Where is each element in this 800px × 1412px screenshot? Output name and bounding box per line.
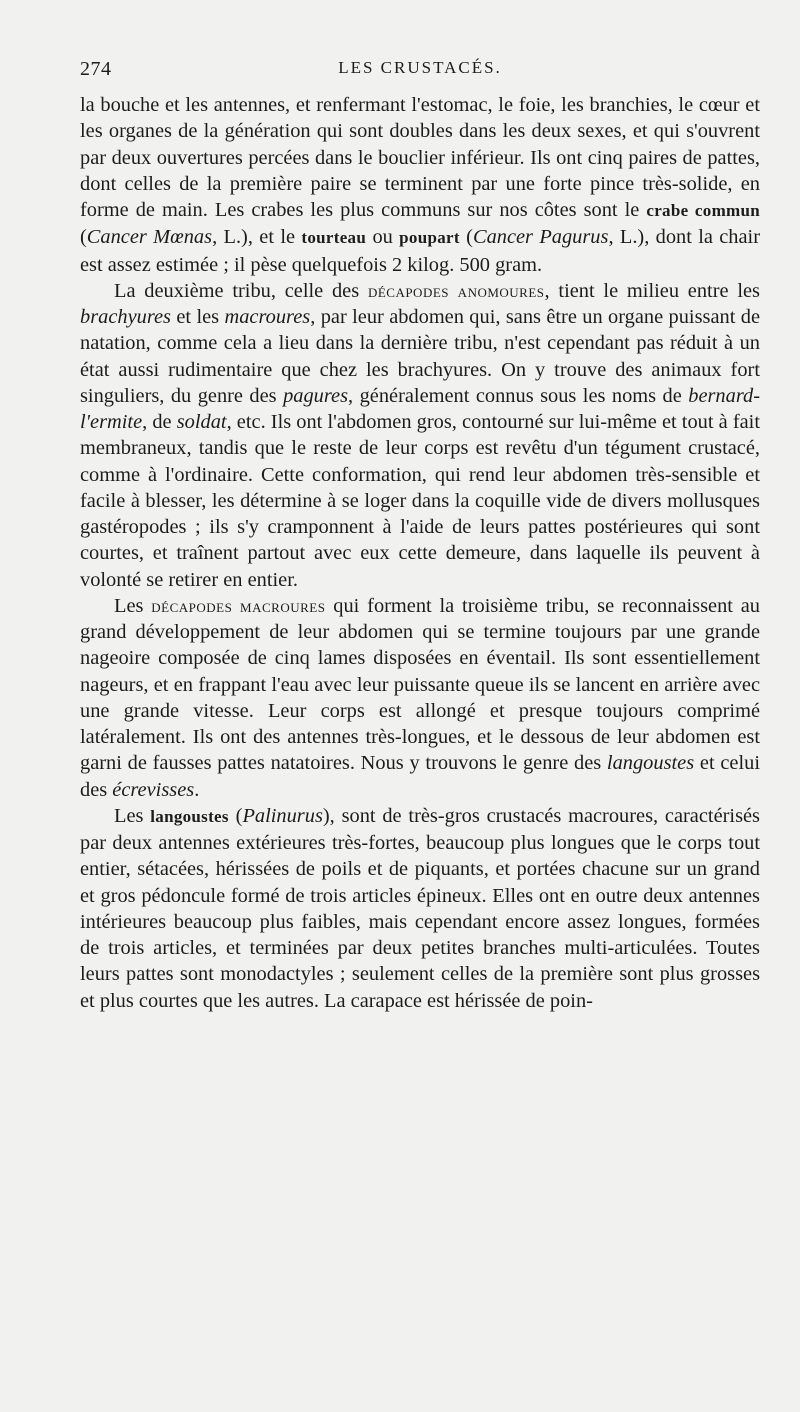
term-langoustes: langoustes [150, 806, 229, 826]
paragraph-anomoures [80, 278, 760, 593]
running-title: LES CRUSTACÉS. [338, 58, 502, 77]
text-run: . [194, 778, 200, 801]
page-number: 274 [80, 58, 112, 80]
latin-name: Cancer Pagurus [472, 226, 609, 249]
term-poupart: poupart [399, 228, 460, 248]
text-run: , de [142, 411, 177, 433]
text-run: ou [366, 226, 400, 249]
italic-term: brachyures [80, 306, 171, 328]
italic-term: soldat [176, 411, 227, 433]
paragraph-macroures [80, 593, 760, 803]
text-run: et celui des [80, 752, 760, 801]
text-run: , par leur abdomen qui, sans être un organe puissant de natation, comme cela a lieu dans la dernière tribu, n'est cependant pas réduit à un état aussi rudimentaire que chez les brachyures. On y trouve des animaux fort singuliers, du genre des [80, 306, 760, 407]
italic-term: pagures [283, 384, 349, 407]
text-run: Les [114, 804, 151, 827]
italic-term: écrevisses [112, 778, 195, 801]
term-crabe-commun: crabe commun [646, 201, 760, 220]
latin-name: Cancer Mœnas [86, 226, 213, 249]
text-run: qui forment la troisième tribu, se reconnaissent au grand développement de leur abdomen qui se termine toujours par une grande nageoire composée de cinq lames disposées en éventail. Ils sont essentiellement nageurs, et en frappant l'eau avec leur puissante queue ils se lancent en arrière avec une grande vitesse. Leur corps est allongé et presque toujours comprimé latéralement. Ils ont des antennes très-longues, et le dessous de leur abdomen est garni de fausses pattes natatoires. Nous y trouvons le genre des [80, 594, 760, 775]
text-run: ( [80, 226, 87, 249]
text-run: Les [114, 594, 152, 617]
paragraph-langoustes [80, 803, 760, 1014]
text-run: la bouche et les antennes, et renfermant l'estomac, le foie, les branchies, le cœur et les organes de la génération qui sont doubles dans les deux sexes, et qui s'ouvrent par deux ouvertures percées dans le bouclier inférieur. Ils ont cinq paires de pattes, dont celles de la première paire se terminent par une forte pince très-solide, en forme de main. Les crabes les plus communs sur nos côtes sont le [80, 94, 760, 221]
text-run: , L.), dont la chair est assez estimée ; il pèse quelquefois 2 kilog. 500 gram. [80, 226, 761, 276]
text-run: , généralement connus sous les noms de [348, 384, 689, 407]
term-decapodes-macroures: décapodes macroures [151, 595, 326, 616]
text-run: ( [228, 804, 243, 827]
text-run: , tient le milieu entre les [544, 279, 760, 302]
term-decapodes-anomoures: décapodes anomoures [367, 280, 545, 301]
page-header [80, 58, 760, 86]
text-run: ), sont de très-gros crustacés macroures, caractérisés par deux antennes extérieures très-fortes, beaucoup plus longues que le corps tout entier, sétacées, hérissées de poils et de piquants, et portées chacune sur un grand et gros pédoncule formé de trois articles épineux. Elles ont en outre deux antennes intérieures beaucoup plus faibles, mais cependant encore assez longues, formées de trois articles, et terminées par deux petites branches multi-articulées. Toutes leurs pattes sont monodactyles ; seulement celles de la première sont plus grosses et plus courtes que les autres. La carapace est hérissée de poin- [80, 804, 760, 1012]
italic-term: bernard-l'ermite [80, 384, 760, 433]
body-text [80, 92, 760, 1014]
text-run: , L.), et le [212, 226, 302, 249]
text-run: La deuxième tribu, celle des [114, 279, 368, 302]
text-run: et les [170, 306, 225, 328]
text-run: , etc. Ils ont l'abdomen gros, contourné sur lui-même et tout à fait membraneux, tandis que le reste de leur corps est revêtu d'un tégument crustacé, comme à l'ordinaire. Cette conformation, qui rend leur abdomen très-sensible et facile à blesser, les détermine à se loger dans la coquille vide de divers mollusques gastéropodes ; ils s'y cramponnent à l'aide de leurs pattes postérieures qui sont courtes, et traînent partout avec eux cette demeure, dans laquelle ils peuvent à volonté se retirer en entier. [80, 411, 760, 591]
latin-name: Palinurus [242, 804, 323, 827]
paragraph-crabs [80, 92, 760, 278]
term-tourteau: tourteau [301, 228, 367, 248]
italic-term: langoustes [606, 752, 695, 775]
text-run: ( [459, 226, 473, 249]
italic-term: macroures [224, 306, 311, 328]
